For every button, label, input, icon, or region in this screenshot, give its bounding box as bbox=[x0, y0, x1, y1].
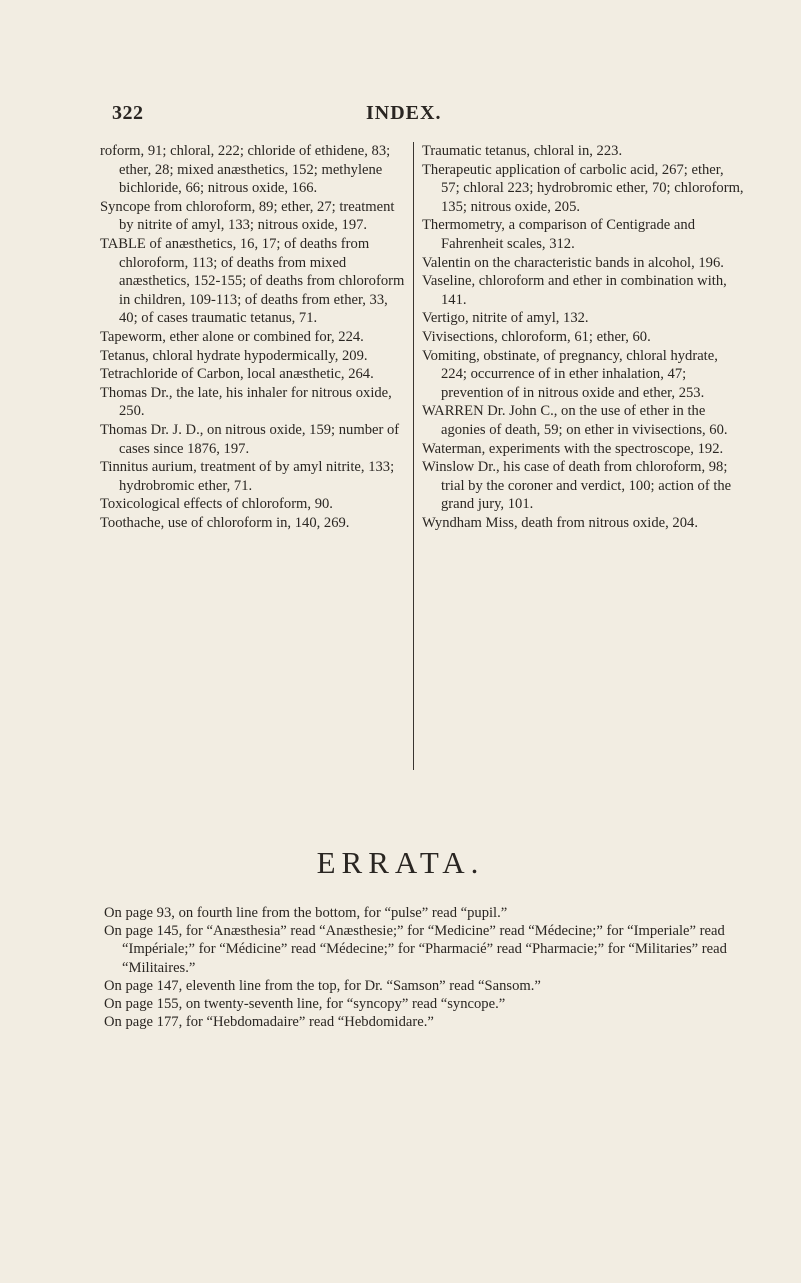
index-entry: Toothache, use of chloroform in, 140, 269. bbox=[100, 514, 350, 531]
index-entry: WARREN Dr. John C., on the use of ether in the agonies of death, 59; on ether in vivisections, 60. bbox=[422, 403, 728, 438]
errata-item: On page 145, for “Anæsthesia” read “Anæsthesie;” for “Medicine” read “Médecine;” for “Imperiale” read “Impériale;” for “Médicine” read “Médecine;” for “Pharmacié” read “Pharmacie;” for “Militaries” read “Militaires.” bbox=[104, 923, 727, 976]
errata-heading: ERRATA. bbox=[316, 845, 485, 880]
index-columns bbox=[100, 142, 760, 802]
index-entry: Vivisections, chloroform, 61; ether, 60. bbox=[422, 328, 651, 345]
index-entry: Tapeworm, ether alone or combined for, 224. bbox=[100, 328, 364, 345]
index-column-right bbox=[422, 142, 744, 532]
index-entry: Valentin on the characteristic bands in alcohol, 196. bbox=[422, 254, 724, 271]
index-entry: Syncope from chloroform, 89; ether, 27; treatment by nitrite of amyl, 133; nitrous oxide, 197. bbox=[100, 198, 395, 234]
index-entry: Vomiting, obstinate, of pregnancy, chloral hydrate, 224; occurrence of in ether inhalation, 47; prevention of in nitrous oxide and ether, 253. bbox=[422, 347, 718, 401]
index-entry: Tetanus, chloral hydrate hypodermically, 209. bbox=[100, 347, 368, 364]
index-entry: TABLE of anæsthetics, 16, 17; of deaths from chloroform, 113; of deaths from mixed anæsthetics, 152-155; of deaths from chloroform in children, 109-113; of deaths from ether, 33, 40; of cases traumatic tetanus, 71. bbox=[100, 235, 405, 327]
index-entry: Tinnitus aurium, treatment of by amyl nitrite, 133; hydrobromic ether, 71. bbox=[100, 459, 395, 494]
page-title: INDEX. bbox=[366, 102, 442, 124]
index-entry: Traumatic tetanus, chloral in, 223. bbox=[422, 143, 623, 159]
index-entry: Thermometry, a comparison of Centigrade and Fahrenheit scales, 312. bbox=[422, 217, 695, 252]
index-column-left bbox=[100, 142, 405, 532]
column-divider bbox=[413, 142, 414, 770]
index-entry: Wyndham Miss, death from nitrous oxide, 204. bbox=[422, 514, 698, 531]
index-entry: Toxicological effects of chloroform, 90. bbox=[100, 496, 333, 513]
errata-item: On page 147, eleventh line from the top, for Dr. “Samson” read “Sansom.” bbox=[104, 977, 541, 994]
index-entry: Vertigo, nitrite of amyl, 132. bbox=[422, 310, 589, 327]
index-entry: Thomas Dr., the late, his inhaler for nitrous oxide, 250. bbox=[100, 384, 392, 420]
index-entry: Therapeutic application of carbolic acid, 267; ether, 57; chloral 223; hydrobromic ether, 70; chloroform, 135; nitrous oxide, 205. bbox=[422, 161, 744, 215]
index-entry: Tetrachloride of Carbon, local anæsthetic, 264. bbox=[100, 366, 374, 383]
index-entry: Waterman, experiments with the spectroscope, 192. bbox=[422, 440, 724, 457]
index-entry: Vaseline, chloroform and ether in combination with, 141. bbox=[422, 273, 727, 308]
index-entry: roform, 91; chloral, 222; chloride of ethidene, 83; ether, 28; mixed anæsthetics, 152; methylene bichloride, 66; nitrous oxide, 166. bbox=[100, 143, 391, 197]
errata-item: On page 155, on twenty-seventh line, for “syncopy” read “syncope.” bbox=[104, 996, 506, 1013]
index-entry: Winslow Dr., his case of death from chloroform, 98; trial by the coroner and verdict, 100; action of the grand jury, 101. bbox=[422, 459, 732, 513]
page-number: 322 bbox=[112, 102, 144, 124]
errata-list bbox=[104, 904, 772, 1031]
errata-item: On page 93, on fourth line from the bottom, for “pulse” read “pupil.” bbox=[104, 905, 508, 921]
running-head bbox=[112, 102, 732, 128]
index-entry: Thomas Dr. J. D., on nitrous oxide, 159; number of cases since 1876, 197. bbox=[100, 421, 400, 457]
errata-item: On page 177, for “Hebdomadaire” read “Hebdomidare.” bbox=[104, 1014, 434, 1031]
